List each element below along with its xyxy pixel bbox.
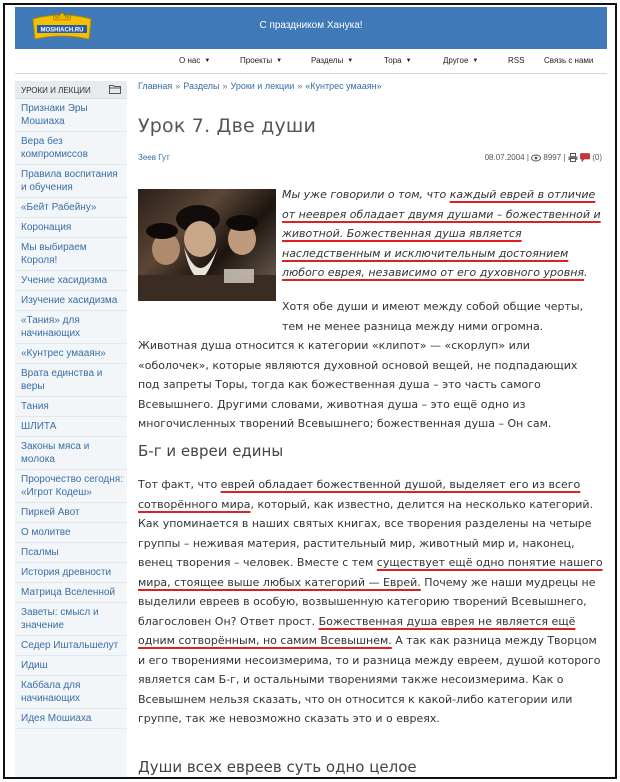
sidebar-item[interactable]: Идея Мошиаха: [15, 709, 127, 729]
sidebar-item[interactable]: Тания: [15, 397, 127, 417]
article-paragraph: Животная душа относится к категории «клипот» — «скорлуп» или «оболочек», которые являются духовной основой вещей, не подпадающих под запреты Торы, тогда как божественная душа – это часть самого Всевышнего. Другими словами, животная душа – это ещё одно из многочисленных творений Всевышнего; божественная душа – Он сам.: [138, 339, 578, 430]
article-intro: Мы уже говорили о том, что каждый еврей в отличие от нееврея обладает двумя душами – божественной и животной. Божественная душа является наследственным и исключительным достоянием любого еврея, независимо от его духовного уровня.: [282, 188, 601, 279]
folder-icon[interactable]: [109, 84, 121, 94]
breadcrumb-separator: »: [175, 81, 181, 91]
eye-icon: [531, 154, 541, 164]
page-title: Урок 7. Две души: [138, 115, 317, 137]
sidebar-item[interactable]: Изучение хасидизма: [15, 291, 127, 311]
section-heading: Души всех евреев суть одно целое: [138, 758, 417, 776]
sidebar-item[interactable]: Идиш: [15, 656, 127, 676]
breadcrumb: [138, 81, 606, 95]
article-stats: 08.07.2004 | 8997 | (0): [484, 153, 602, 162]
breadcrumb-link[interactable]: Главная: [138, 81, 173, 91]
view-count: 8997: [543, 153, 562, 162]
nav-item-rss[interactable]: RSS: [508, 56, 525, 65]
author-link[interactable]: Зеев Гут: [138, 153, 170, 162]
sidebar-item[interactable]: Признаки Эры Мошиаха: [15, 99, 127, 132]
page-frame: [3, 3, 617, 779]
sidebar-item[interactable]: Пророчество сегодня: «Игрот Кодеш»: [15, 470, 127, 503]
sidebar-item[interactable]: Законы мяса и молока: [15, 437, 127, 470]
nav-item-torah[interactable]: Тора ▼: [384, 56, 412, 65]
banner-title: С праздником Ханука!: [259, 20, 363, 31]
article-paragraph: Хотя обе души и имеют между собой общие черты, тем не менее разница между ними огромна.: [282, 300, 584, 333]
article-photo: [138, 189, 276, 301]
comment-icon[interactable]: [580, 153, 590, 164]
sidebar-item[interactable]: Каббала для начинающих: [15, 676, 127, 709]
breadcrumb-separator: »: [297, 81, 303, 91]
sidebar-item[interactable]: Учение хасидизма: [15, 271, 127, 291]
sidebar-item[interactable]: «Тания» для начинающих: [15, 311, 127, 344]
nav-divider: [15, 73, 607, 74]
main-content: [138, 81, 606, 776]
sidebar: [15, 81, 127, 779]
section-heading: Б-г и евреи едины: [138, 442, 284, 460]
sidebar-title: УРОКИ И ЛЕКЦИИ: [21, 86, 91, 95]
sidebar-item[interactable]: О молитве: [15, 523, 127, 543]
nav-item-contact[interactable]: Связь с нами: [544, 56, 594, 65]
breadcrumb-link[interactable]: «Кунтрес умааян»: [305, 81, 382, 91]
nav-item-projects[interactable]: Проекты ▼: [240, 56, 283, 65]
sidebar-item[interactable]: Седер Иштальшелут: [15, 636, 127, 656]
sidebar-item[interactable]: Мы выбираем Короля!: [15, 238, 127, 271]
article-meta: [138, 153, 606, 169]
sidebar-header: [15, 81, 127, 99]
sidebar-item[interactable]: Вера без компромиссов: [15, 132, 127, 165]
sidebar-item[interactable]: ШЛИТА: [15, 417, 127, 437]
sidebar-item[interactable]: Псалмы: [15, 543, 127, 563]
sidebar-item[interactable]: История древности: [15, 563, 127, 583]
sidebar-item[interactable]: Матрица Вселенной: [15, 583, 127, 603]
nav-item-other[interactable]: Другое ▼: [443, 56, 479, 65]
sidebar-item[interactable]: Коронация: [15, 218, 127, 238]
header-banner: [15, 7, 607, 49]
print-icon[interactable]: [568, 153, 578, 164]
breadcrumb-link[interactable]: Разделы: [183, 81, 220, 91]
breadcrumb-link[interactable]: Уроки и лекции: [230, 81, 295, 91]
nav-item-sections[interactable]: Разделы ▼: [311, 56, 354, 65]
breadcrumb-separator: »: [222, 81, 228, 91]
article-date: 08.07.2004: [484, 153, 525, 162]
sidebar-item[interactable]: Заветы: смысл и значение: [15, 603, 127, 636]
top-navigation: [165, 56, 605, 70]
article-paragraph: Тот факт, что еврей обладает божественной душой, выделяет его из всего сотворённого мира, который, как известно, делится на несколько категорий. Как упоминается в наших святых книгах, все творения разделены на четыре группы – неживая материя, растительный мир, животный мир и, наконец, венец творения – человек. Вместе с тем существует ещё одно понятие нашего мира, стоящее выше любых категорий — Еврей. Почему же наши мудрецы не выделили евреев в особую, возвышенную категорию творений Всевышнего, благословен Он? Ответ прост. Божественная душа еврея не является ещё одним сотворённым, но самим Всевышнем. А так как разница между Творцом и его творениями несоизмерима, то и разница между евреем, душой которого является сам Б-г, и остальными творениями также несоизмерима. Как о Всевышнем нельзя сказать, что он относится к какой-либо категории или группе, так же невозможно сказать это и о евреях.: [138, 478, 603, 725]
sidebar-item[interactable]: Правила воспитания и обучения: [15, 165, 127, 198]
sidebar-item[interactable]: Врата единства и веры: [15, 364, 127, 397]
sidebar-item[interactable]: «Бейт Рабейну»: [15, 198, 127, 218]
svg-text:MOSHIACH.RU: MOSHIACH.RU: [40, 27, 84, 34]
sidebar-item-active[interactable]: «Кунтрес умааян»: [15, 344, 127, 364]
sidebar-item[interactable]: Пиркей Авот: [15, 503, 127, 523]
comment-count[interactable]: (0): [592, 153, 602, 162]
nav-item-about[interactable]: О нас ▼: [179, 56, 211, 65]
